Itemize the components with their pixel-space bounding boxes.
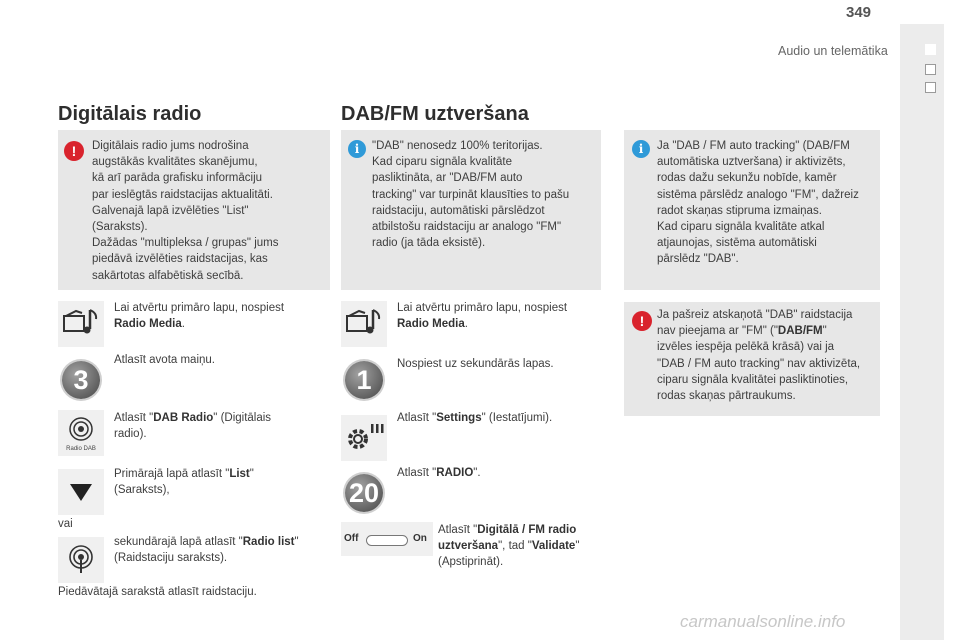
radio-list-control [58, 537, 104, 583]
dab-fm-switch [341, 522, 433, 556]
left-step-5: sekundārajā lapā atlasīt "Radio list" (Raidstaciju saraksts). [114, 536, 299, 565]
left-step-1: Lai atvērtu primāro lapu, nospiest Radio Media. [114, 302, 285, 331]
section-name: Audio un telemātika [778, 44, 888, 58]
radio-dab-icon [58, 410, 104, 448]
right-step-4: Atlasīt "RADIO". [397, 467, 481, 479]
switch-off-label: Off [344, 533, 359, 544]
warning-icon: ! [64, 141, 84, 161]
right-step-2: Nospiest uz sekundārās lapas. [397, 358, 554, 370]
switch-track [366, 535, 408, 546]
left-step-2: Atlasīt avota maiņu. [114, 354, 215, 366]
step-badge-1: 1 [345, 361, 383, 399]
dab-fm-heading: DAB/FM uztveršana [341, 103, 529, 125]
side-tab-bar [900, 24, 944, 640]
or-label: vai [58, 518, 73, 530]
gear-icon [341, 415, 387, 461]
dab-info-text: "DAB" nenosedz 100% teritorijas. Kad ciparu signāla kvalitāte pasliktināta, ar "DAB/FM auto tracking" var turpināt klausīties to pašu raidstaciju, automātiski pārslēdzot atbilstošu raidstaciju ar analogo "FM" radio (ja tāda eksistē). [372, 140, 570, 250]
tab-marker [925, 44, 936, 55]
radio-media-icon [58, 301, 104, 347]
right-step-1: Lai atvērtu primāro lapu, nospiest Radio Media. [397, 302, 568, 331]
digital-radio-heading: Digitālais radio [58, 103, 202, 125]
radio-media-control [58, 301, 104, 347]
list-control [58, 469, 104, 515]
left-step-3: Atlasīt "DAB Radio" (Digitālais radio). [114, 412, 272, 441]
radio-list-icon [58, 537, 104, 583]
step-badge-3: 3 [62, 361, 100, 399]
info-icon: i [632, 140, 650, 158]
tab-box [925, 82, 936, 93]
auto-tracking-info-text: Ja "DAB / FM auto tracking" (DAB/FM automātiska uztveršana) ir aktivizēts, rodas dažu sekunžu nobīde, kamēr sistēma pārslēdz analogo "FM", dažreiz radot skaņas stipruma izmaiņas. Kad ciparu signāla kvalitāte atkal atjaunojas, sistēma automātiski pārslēdz "DAB". [657, 140, 859, 266]
right-step-5: Atlasīt "Digitālā / FM radio uztveršana", tad "Validate" (Apstiprināt). [438, 524, 580, 569]
down-triangle-icon [58, 469, 104, 515]
watermark: carmanualsonline.info [680, 612, 846, 631]
warning-icon: ! [632, 311, 652, 331]
radio-media-control [341, 301, 387, 347]
radio-media-icon [341, 301, 387, 347]
tab-box [925, 64, 936, 75]
left-footer: Piedāvātajā sarakstā atlasīt raidstaciju. [58, 586, 257, 598]
digital-radio-warning-text: Digitālais radio jums nodrošina augstākās kvalitātes skanējumu, kā arī parāda grafisku informāciju par ieslēgtās raidstacijas aktualitāti. Galvenajā lapā izvēlēties "List" (Saraksts). Dažādas "multipleksa / grupas" jums piedāvā izvēlēties raidstacijas, kas sakārtotas alfabētiskā secībā. [92, 140, 279, 282]
info-icon: i [348, 140, 366, 158]
switch-on-label: On [413, 533, 427, 544]
settings-control [341, 415, 387, 461]
left-step-4: Primārajā lapā atlasīt "List" (Saraksts), [114, 468, 254, 497]
step-badge-20: 20 [345, 474, 383, 512]
page-number: 349 [846, 4, 872, 21]
right-step-3: Atlasīt "Settings" (Iestatījumi). [397, 412, 553, 424]
signal-warning-text: Ja pašreiz atskaņotā "DAB" raidstacija nav pieejama ar "FM" ("DAB/FM" izvēles iespēja pelēkā krāsā) vai ja "DAB / FM auto tracking" nav aktivizēta, ciparu signāla kvalitātei pasliktinoties, rodas skaņas pārtraukums. [657, 309, 861, 403]
radio-dab-label: Radio DAB [66, 446, 96, 452]
radio-dab-control [58, 410, 104, 456]
